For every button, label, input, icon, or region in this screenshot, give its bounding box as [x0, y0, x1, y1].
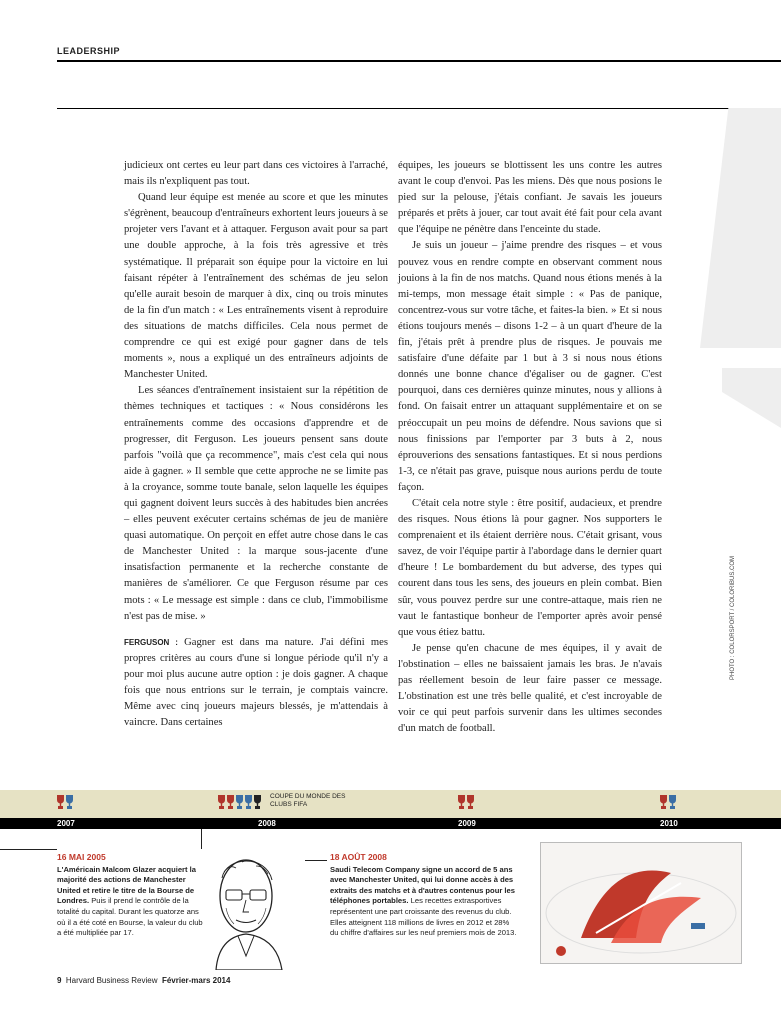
paragraph: équipes, les joueurs se blottissent les uns contre les autres avant le coup d'envoi. Pas les miens. Dès que nous posions le pied sur la pelouse, j'étais confiant. Je savais les joueurs préparés et prêts à jouer, car tout avait été fait pour cela avant que l'équipe ne pénètre dans l'enceinte du stade. [398, 160, 662, 236]
trophy-icon [227, 795, 234, 809]
event-detail: Puis il prend le contrôle de la totalité du capital. Durant les quatorze ans où il a été coté en Bourse, la valeur du club a été multipliée par 17. [57, 896, 203, 938]
speaker-text: Gagner est dans ma nature. J'ai défini mes propres critères au cours d'une si longue période qu'il n'y a pour moi plus aucune autre option : je dois gagner. A chaque fois que nous entrions sur le terrain, je comptais vaincre. Même avec cinq joueurs majeurs blessés, je m'attendais à vaincre. Dans certaines [124, 636, 388, 729]
ferguson-portrait [186, 838, 306, 970]
trophy-icon [57, 795, 64, 809]
paragraph: Quand leur équipe est menée au score et que les minutes s'égrènent, beaucoup d'entraîneurs exhortent leurs joueurs à se projeter vers l'avant et à attaquer. Ferguson avait pour sa part une double approche, à la fois très agressive et très systématique. Il préparait son équipe pour la victoire en lui faisant répéter à l'entraînement des schémas de jeu selon qu'elle aurait besoin de marquer à dix, cinq ou trois minutes de la fin d'un match : « Les entraînements visent à reproduire des situations de matchs difficiles. Cela nous permet de comprendre ce qui est exigé pour gagner dans de tels moments », nous a expliqué un des entraîneurs adjoints de Manchester United. [124, 192, 388, 381]
promo-artwork [541, 843, 741, 963]
paragraph: Je pense qu'en chacune de mes équipes, il y avait de l'obstination – elles ne baissaient jamais les bras. Je n'avais pas réellement besoin de leur faire passer ce message. L'obstination est une très belle qualité, et c'est incroyable de voir ce qui peut parfois survenir dans les ultimes secondes d'un match de football. [398, 642, 662, 735]
trophy-icon [218, 795, 225, 809]
promo-image [540, 842, 742, 964]
trophy-group [57, 795, 73, 809]
trophy-group [660, 795, 676, 809]
event-headline: Saudi Telecom Company signe un accord de 5 ans avec Manchester United, qui lui donne accès à des extraits des matchs et à d'autres contenus pour les téléphones portables. [330, 864, 515, 906]
year-label: 2010 [660, 819, 678, 828]
year-label: 2009 [458, 819, 476, 828]
trophy-icon [254, 795, 261, 809]
event-headline: L'Américain Malcom Glazer acquiert la majorité des actions de Manchester United et retire le titre de la Bourse de Londres. [57, 864, 196, 906]
trophy-icon [467, 795, 474, 809]
photo-credit: PHOTO : COLORSPORT / COLORIBUS.COM [730, 555, 736, 680]
section-label: LEADERSHIP [57, 46, 121, 56]
trophy-icon [660, 795, 667, 809]
year-label: 2007 [57, 819, 75, 828]
cup-label: COUPE DU MONDE DES CLUBS FIFA [270, 793, 346, 808]
trophy-icon [458, 795, 465, 809]
timeline-event [57, 852, 207, 939]
text-column-left [124, 158, 388, 731]
paragraph: Je suis un joueur – j'aime prendre des risques – et vous pouvez vous en rendre compte en observant comment nous jouions à la fin de nos matchs. Quand nous étions menés à la mi-temps, mon message était simple : « Pas de panique, concentrez-vous sur votre tâche, et faites-la bien. » Et si nous étions toujours menés – disons 1-2 – à un quart d'heure de la fin, j'étais prêt à prendre plus de risques. Je pouvais me satisfaire d'une défaite par 1 but à 3 si nous nous étions donnés une bonne chance d'égaliser ou de gagner. C'est pourquoi, dans ces dernières quinze minutes, nous y allions à fond. On faisait entrer un attaquant supplémentaire et on se préoccupait un peu moins de défendre. Nous savions que si nous finissions par l'emporter par 3 buts à 2, nous éprouverions des sensations fantastiques. Et si nous perdions 1-3, ce n'était pas grave, puisque nous aurions perdu de toute façon. [398, 240, 662, 493]
event-date: 18 AOÛT 2008 [330, 852, 387, 862]
timeline-event [330, 852, 518, 939]
trophy-icon [66, 795, 73, 809]
publication-name: Harvard Business Review [65, 976, 158, 985]
paragraph: C'était cela notre style : être positif, audacieux, et prendre des risques. Nous étions là pour gagner. Nos supporters le comprenaient et ils étaient derrière nous. C'était grisant, vous savez, de voir l'équipe partir à l'abordage dans le dernier quart d'heure ! Le bombardement du but adverse, des types qui courent dans tous les sens, des joueurs en plein combat. Bien sûr, vous pouvez perdre sur une contre-attaque, mais rien ne vaut le fantastique bonheur de l'emporter après avoir pensé que vous étiez battu. [398, 497, 662, 638]
speaker-paragraph [124, 635, 388, 732]
trophy-icon [245, 795, 252, 809]
connector-line [305, 860, 327, 861]
text-column-right [398, 158, 662, 737]
event-date: 16 MAI 2005 [57, 852, 106, 862]
decorative-shape [700, 108, 781, 348]
trophy-group [458, 795, 474, 809]
page-number: 9 [57, 976, 62, 985]
paragraph: Les séances d'entraînement insistaient sur la répétition de thèmes techniques et tactiques : « Nous considérons les entraînements comme des occasions d'apprendre et de progresser, dit Ferguson. Les joueurs pensent sans doute parfois "voilà que ça recommence", mais c'est cela qui nous aide à gagner. » Il semble que cette approche ne se limite pas à la croyance, somme toute banale, selon laquelle les équipes qui gagnent doivent leurs succès à des habitudes bien ancrées – elles peuvent exécuter certains schémas de jeu de manière quasi automatique. On perçoit en effet autre chose dans le cas de Manchester United : la marque sous-jacente d'une insatisfaction permanente et la recherche constante de manières de s'améliorer. Ce que Ferguson résume par ces mots : « Le message est simple : dans ce club, l'immobilisme n'est pas de mise. » [124, 385, 388, 622]
trophy-icon [669, 795, 676, 809]
decorative-shape [722, 368, 781, 428]
header-rule [57, 108, 781, 109]
top-rule [57, 60, 781, 62]
paragraph: judicieux ont certes eu leur part dans ces victoires à l'arraché, mais ils n'expliquent pas tout. [124, 160, 388, 188]
trophy-icon [236, 795, 243, 809]
year-label: 2008 [258, 819, 276, 828]
event-detail: Les recettes extrasportives représentent une part croissante des revenus du club. Elles atteignent 118 millions de livres en 2012 et 28% du chiffre d'affaires sur les neuf premiers mois de 2013. [330, 896, 517, 938]
page-footer [57, 976, 230, 985]
trophy-group [218, 795, 261, 809]
speaker-label: FERGUSON : [124, 637, 178, 647]
issue-date: Février-mars 2014 [161, 976, 231, 985]
connector-line [0, 849, 57, 850]
